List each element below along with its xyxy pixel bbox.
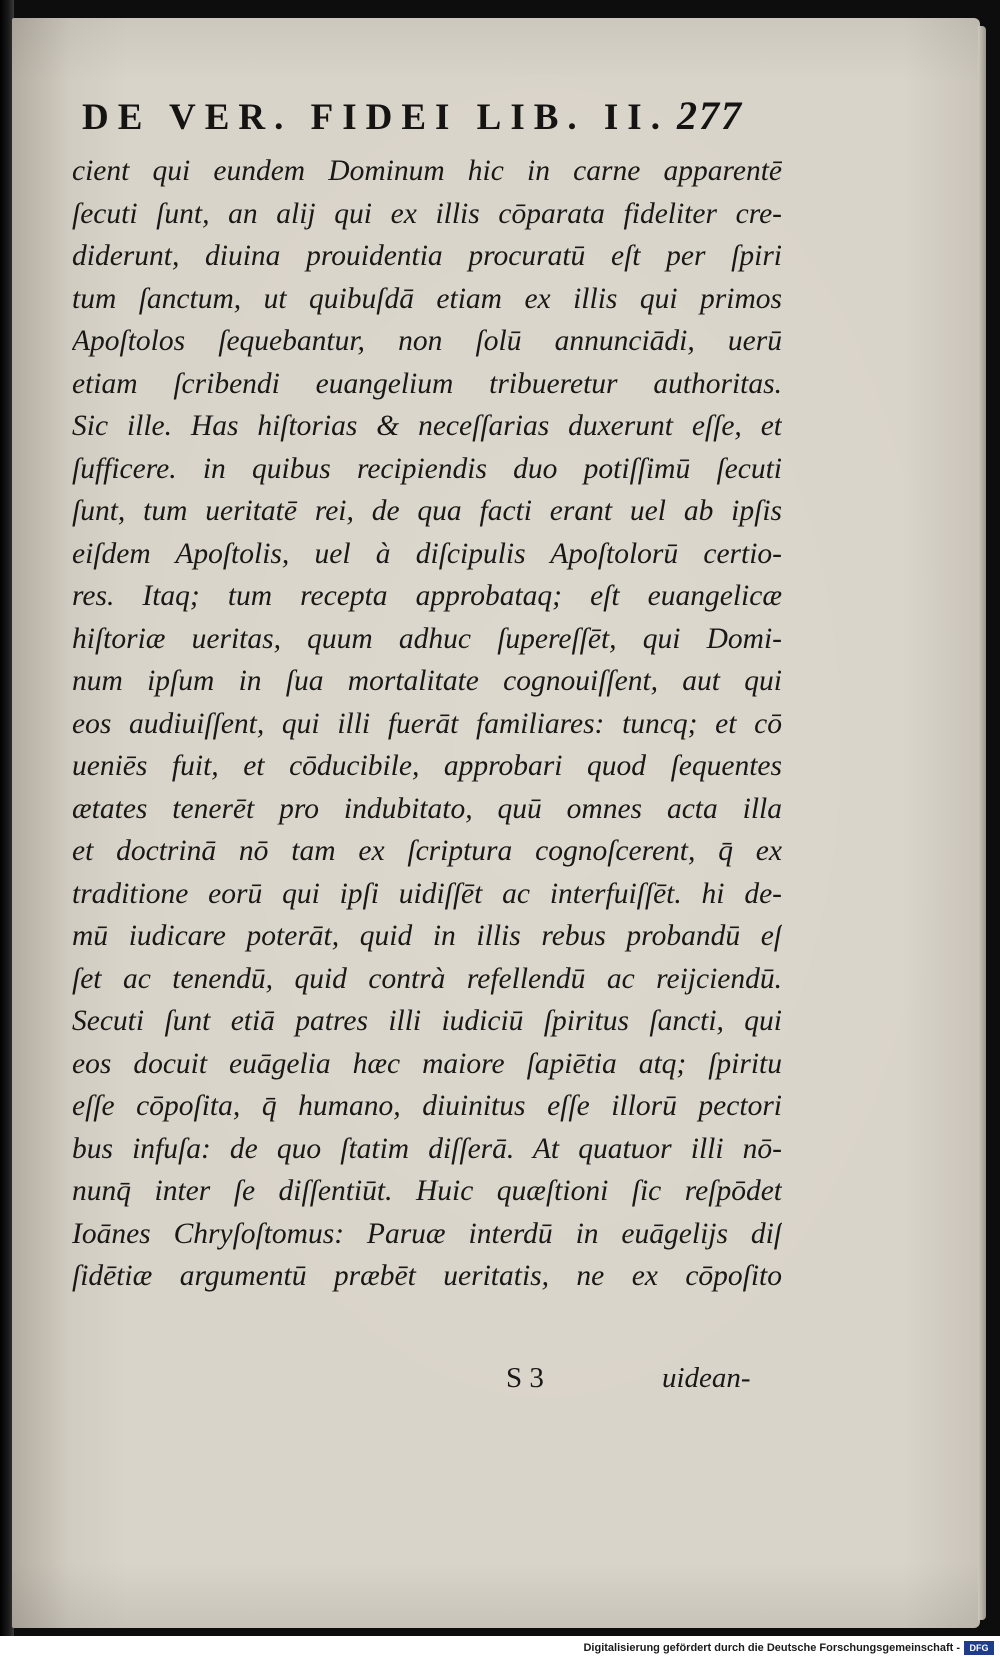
text-line: Secuti ſunt etiā patres illi iudiciū ſpiritus ſancti, qui — [72, 1005, 782, 1037]
text-line: Ioānes Chryſoſtomus: Paruæ interdū in euāgelijs diſ — [72, 1217, 782, 1250]
text-line: eiſdem Apoſtolis, uel à diſcipulis Apoſtolorū certio- — [72, 537, 782, 570]
text-line: nunq̄ inter ſe diſſentiūt. Huic quæſtioni ſic reſpōdet — [72, 1175, 782, 1207]
page-fore-edge — [978, 26, 986, 1620]
text-line: bus infuſa: de quo ſtatim diſſerā. At quatuor illi nō- — [72, 1132, 782, 1165]
page-number: 277 — [676, 93, 743, 138]
text-line: eos docuit euāgelia hæc maiore ſapiētia atq; ſpiritu — [72, 1047, 782, 1080]
text-line: et doctrinā nō tam ex ſcriptura cognoſcerent, q̄ ex — [72, 835, 782, 867]
text-line: cient qui eundem Dominum hic in carne apparentē — [72, 155, 782, 187]
text-line: Apoſtolos ſequebantur, non ſolū annunciādi, uerū — [72, 325, 782, 357]
text-line: ſunt, tum ueritatē rei, de qua facti erant uel ab ipſis — [72, 495, 782, 527]
text-line: ſecuti ſunt, an alij qui ex illis cōparata fideliter cre- — [72, 197, 782, 230]
text-line: mū iudicare poterāt, quid in illis rebus probandū eſ — [72, 920, 782, 952]
text-line: eſſe cōpoſita, q̄ humano, diuinitus eſſe illorū pectori — [72, 1090, 782, 1122]
text-line: eos audiuiſſent, qui illi fuerāt familiares: tuncq; et cō — [72, 707, 782, 740]
running-head-title: DE VER. FIDEI LIB. II. — [82, 97, 669, 138]
text-line: tum ſanctum, ut quibuſdā etiam ex illis qui primos — [72, 282, 782, 315]
text-line: diderunt, diuina prouidentia procuratū eſt per ſpiri — [72, 240, 782, 272]
dfg-logo: DFG — [964, 1641, 994, 1655]
text-line: ſet ac tenendū, quid contrà refellendū ac reijciendū. — [72, 962, 782, 995]
text-line: ſidētiæ argumentū præbēt ueritatis, ne ex cōpoſito — [72, 1260, 782, 1292]
text-line: res. Itaq; tum recepta approbataq; eſt euangelicæ — [72, 580, 782, 612]
text-line: Sic ille. Has hiſtorias & neceſſarias duxerunt eſſe, et — [72, 410, 782, 442]
text-line: ætates tenerēt pro indubitato, quū omnes acta illa — [72, 792, 782, 825]
running-head — [82, 92, 782, 139]
text-line: num ipſum in ſua mortalitate cognouiſſent, aut qui — [72, 665, 782, 697]
text-line: hiſtoriæ ueritas, quum adhuc ſupereſſēt, qui Domi- — [72, 622, 782, 655]
catchword: uidean- — [662, 1362, 751, 1394]
text-line: ſufficere. in quibus recipiendis duo potiſſimū ſecuti — [72, 452, 782, 485]
text-line: ueniēs fuit, et cōducibile, approbari quod ſequentes — [72, 750, 782, 782]
digitization-credit-text: Digitalisierung gefördert durch die Deutsche Forschungsgemeinschaft - — [583, 1642, 960, 1654]
digitization-credit-bar — [0, 1636, 1000, 1661]
text-line: traditione eorū qui ipſi uidiſſēt ac interfuiſſēt. hi de- — [72, 877, 782, 910]
body-text — [72, 150, 782, 1298]
signature-mark: S 3 — [506, 1362, 544, 1394]
text-line: etiam ſcribendi euangelium tribueretur authoritas. — [72, 367, 782, 400]
